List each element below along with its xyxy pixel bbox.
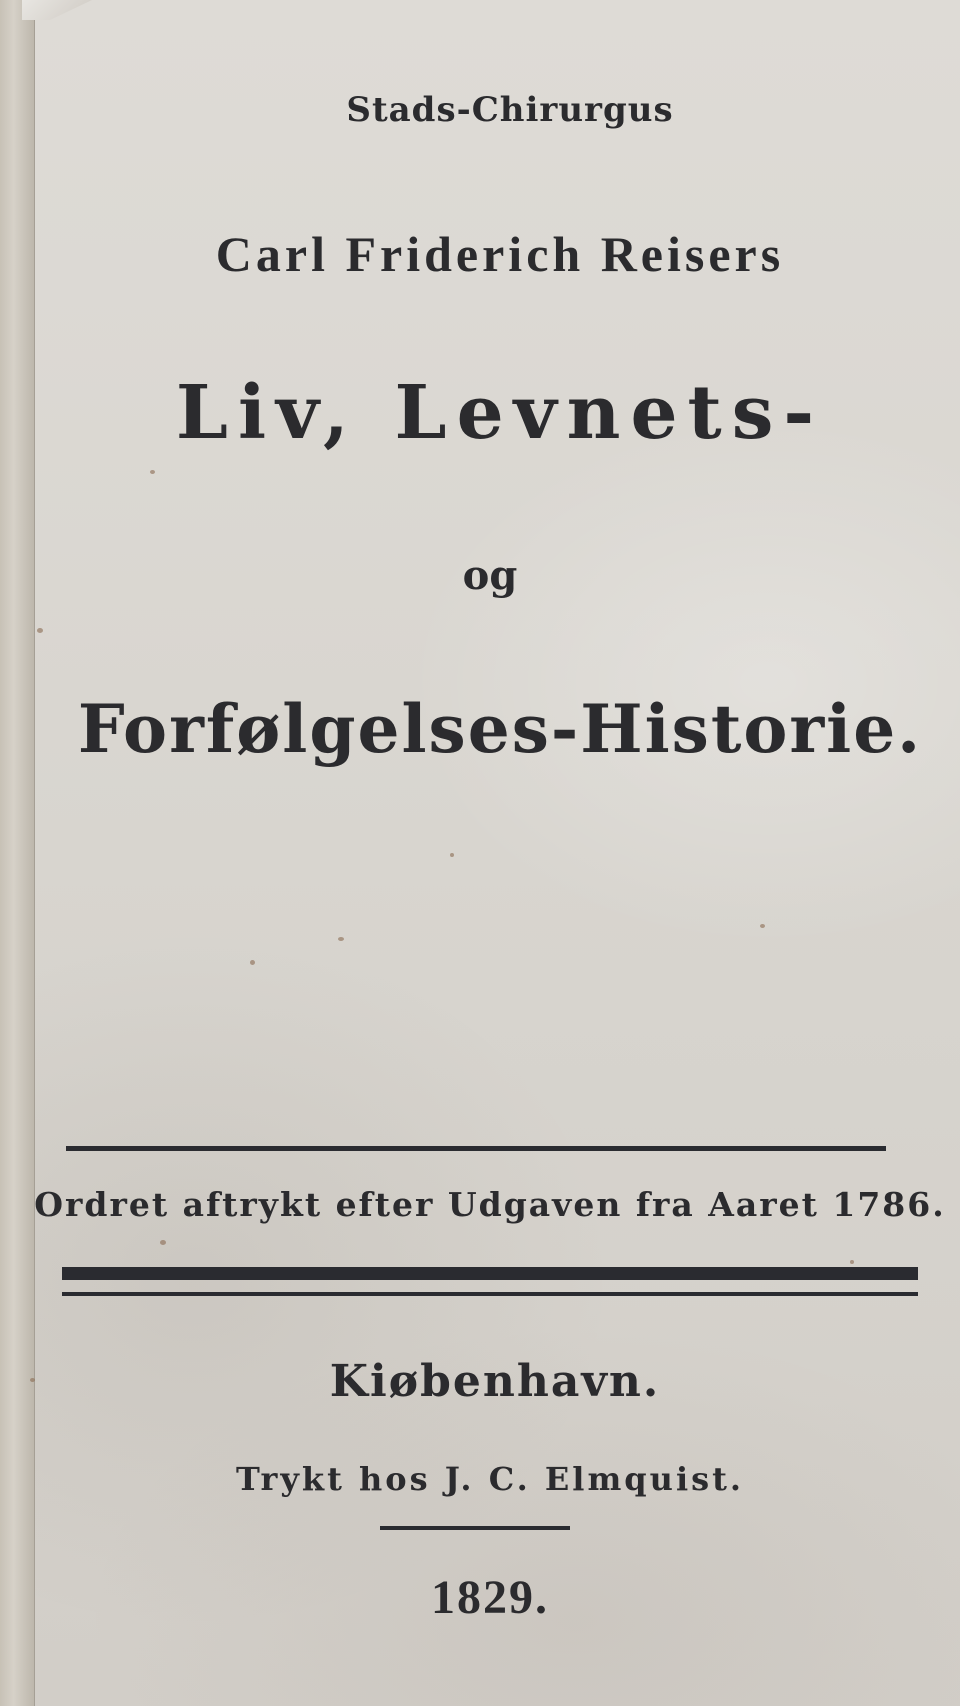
paper-speck xyxy=(338,937,344,941)
imprint-place: Kiøbenhavn. xyxy=(329,1356,661,1407)
paper-speck xyxy=(37,628,43,633)
title-line-1: Liv, Levnets- xyxy=(175,370,825,456)
paper-speck xyxy=(150,470,155,474)
title-line-2: Forfølgelses-Historie. xyxy=(77,690,923,768)
divider-rule-thick xyxy=(62,1267,918,1280)
imprint-printer: Trykt hos J. C. Elmquist. xyxy=(235,1460,745,1498)
divider-rule-short xyxy=(380,1526,570,1530)
paper-speck xyxy=(450,853,454,857)
office-title: Stads-Chirurgus xyxy=(346,90,674,130)
paper-speck xyxy=(850,1260,854,1264)
divider-rule-top xyxy=(66,1146,886,1151)
title-conjunction: og xyxy=(462,552,518,599)
page-corner xyxy=(22,0,92,20)
edition-note: Ordret aftrykt efter Udgaven fra Aaret 1786. xyxy=(34,1185,946,1224)
paper-speck xyxy=(760,924,765,928)
paper-speck xyxy=(160,1240,166,1245)
imprint-year: 1829. xyxy=(431,1571,549,1624)
divider-rule-thin xyxy=(62,1292,918,1296)
paper-speck xyxy=(250,960,255,965)
author-name: Carl Friderich Reisers xyxy=(215,226,785,282)
